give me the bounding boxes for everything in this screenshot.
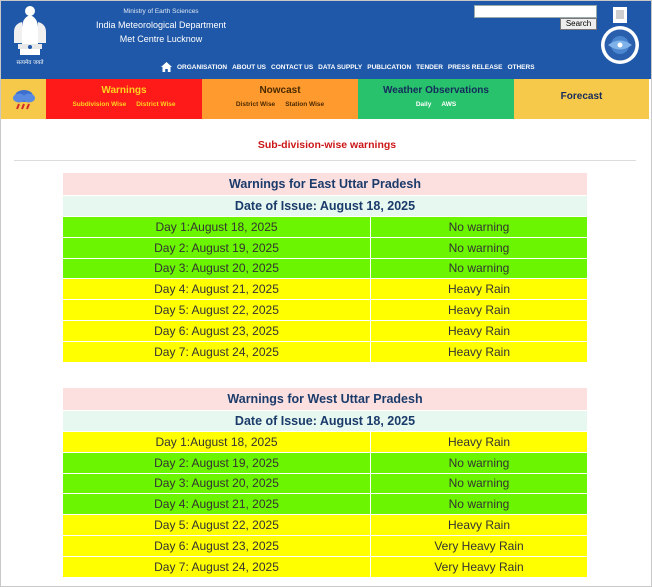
- table-row: [63, 258, 588, 279]
- day-cell: Day 7: August 24, 2025: [63, 341, 371, 362]
- table-row: [63, 279, 588, 300]
- day-cell: Day 1:August 18, 2025: [63, 217, 371, 238]
- category-nowcast: [202, 79, 358, 119]
- rain-cloud-icon: [11, 86, 37, 112]
- issue-date: Date of Issue: August 18, 2025: [63, 411, 588, 432]
- table-body: [63, 432, 588, 578]
- table-row: [63, 320, 588, 341]
- search-button[interactable]: Search: [560, 18, 597, 30]
- day-cell: Day 3: August 20, 2025: [63, 258, 371, 279]
- section-title: Sub-division-wise warnings: [257, 139, 397, 151]
- warning-cell: No warning: [371, 473, 588, 494]
- warnings-subdivision-wise-link[interactable]: Subdivision Wise: [72, 101, 127, 108]
- table-row: [63, 300, 588, 321]
- category-bar: [1, 79, 652, 119]
- category-warnings: [46, 79, 202, 119]
- issue-date: Date of Issue: August 18, 2025: [63, 196, 588, 217]
- warnings-title[interactable]: Warnings: [101, 85, 147, 96]
- warnings-table-west-up: [62, 387, 588, 578]
- day-cell: Day 7: August 24, 2025: [63, 556, 371, 577]
- table-body: [63, 217, 588, 363]
- table-row: [63, 432, 588, 453]
- category-forecast: [514, 79, 649, 119]
- top-navigation: [161, 61, 535, 73]
- table-row: [63, 494, 588, 515]
- table-row: [63, 535, 588, 556]
- category-weather-observations: [358, 79, 514, 119]
- nav-others[interactable]: OTHERS: [507, 63, 535, 71]
- warnings-table-east-up: [62, 172, 588, 363]
- table-row: [63, 237, 588, 258]
- day-cell: Day 6: August 23, 2025: [63, 535, 371, 556]
- day-cell: Day 4: August 21, 2025: [63, 494, 371, 515]
- warning-cell: Heavy Rain: [371, 341, 588, 362]
- home-icon[interactable]: [161, 62, 172, 72]
- nowcast-title[interactable]: Nowcast: [259, 85, 301, 96]
- forecast-title[interactable]: Forecast: [560, 91, 603, 102]
- table-row: [63, 217, 588, 238]
- table-row: [63, 452, 588, 473]
- ministry-name: Ministry of Earth Sciences: [123, 8, 199, 15]
- national-emblem-icon: [9, 3, 51, 67]
- nav-organisation[interactable]: ORGANISATION: [177, 63, 228, 71]
- site-header: [1, 1, 652, 79]
- warning-cell: Heavy Rain: [371, 432, 588, 453]
- warning-cell: Heavy Rain: [371, 515, 588, 536]
- table-row: [63, 556, 588, 577]
- emblem-motto: सत्यमेव जयते: [16, 60, 44, 66]
- table-row: [63, 515, 588, 536]
- warning-cell: No warning: [371, 217, 588, 238]
- table-heading: Warnings for East Uttar Pradesh: [63, 173, 588, 196]
- day-cell: Day 3: August 20, 2025: [63, 473, 371, 494]
- nowcast-district-wise-link[interactable]: District Wise: [235, 101, 276, 108]
- weather-icon-cell: [1, 79, 46, 119]
- warning-cell: No warning: [371, 237, 588, 258]
- day-cell: Day 4: August 21, 2025: [63, 279, 371, 300]
- warning-cell: Heavy Rain: [371, 320, 588, 341]
- nav-tender[interactable]: TENDER: [416, 63, 443, 71]
- warning-cell: No warning: [371, 258, 588, 279]
- imd-logo-icon: [600, 5, 640, 65]
- day-cell: Day 1:August 18, 2025: [63, 432, 371, 453]
- warning-cell: Heavy Rain: [371, 279, 588, 300]
- nav-data-supply[interactable]: DATA SUPPLY: [318, 63, 363, 71]
- warning-cell: Very Heavy Rain: [371, 556, 588, 577]
- nav-press-release[interactable]: PRESS RELEASE: [447, 63, 503, 71]
- weather-aws-link[interactable]: AWS: [441, 101, 457, 108]
- weather-observations-title[interactable]: Weather Observations: [383, 85, 489, 96]
- warning-cell: Heavy Rain: [371, 300, 588, 321]
- warning-cell: No warning: [371, 452, 588, 473]
- nowcast-station-wise-link[interactable]: Station Wise: [285, 101, 325, 108]
- table-row: [63, 473, 588, 494]
- table-heading: Warnings for West Uttar Pradesh: [63, 388, 588, 411]
- nav-about-us[interactable]: ABOUT US: [232, 63, 267, 71]
- day-cell: Day 2: August 19, 2025: [63, 237, 371, 258]
- nav-publication[interactable]: PUBLICATION: [367, 63, 412, 71]
- warning-cell: No warning: [371, 494, 588, 515]
- day-cell: Day 2: August 19, 2025: [63, 452, 371, 473]
- day-cell: Day 5: August 22, 2025: [63, 300, 371, 321]
- weather-daily-link[interactable]: Daily: [415, 101, 432, 108]
- department-name: India Meteorological Department: [95, 20, 227, 30]
- search-input[interactable]: [474, 5, 597, 18]
- day-cell: Day 6: August 23, 2025: [63, 320, 371, 341]
- warnings-district-wise-link[interactable]: District Wise: [136, 101, 176, 108]
- warning-cell: Very Heavy Rain: [371, 535, 588, 556]
- nav-contact-us[interactable]: CONTACT US: [271, 63, 314, 71]
- centre-name: Met Centre Lucknow: [119, 34, 203, 44]
- divider: [14, 160, 636, 161]
- day-cell: Day 5: August 22, 2025: [63, 515, 371, 536]
- table-row: [63, 341, 588, 362]
